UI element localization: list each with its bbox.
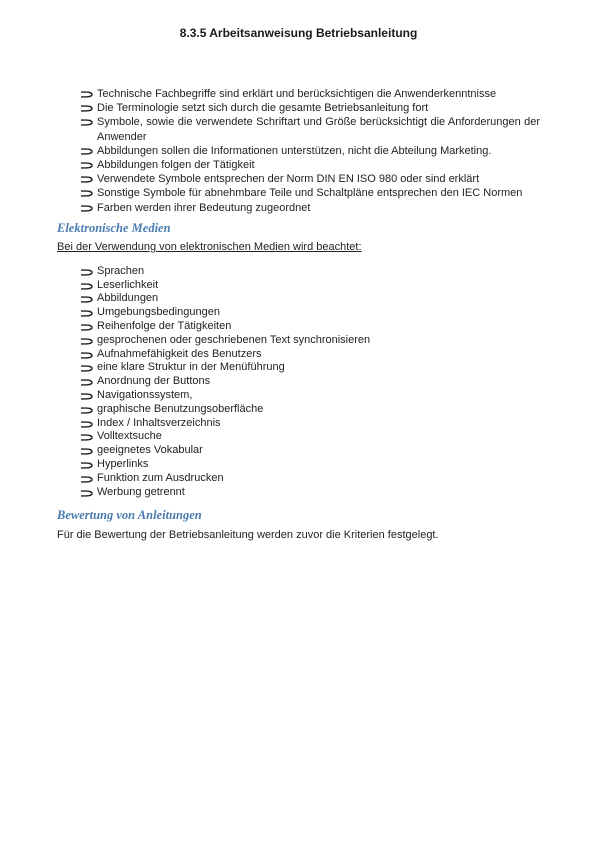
list-item [80,389,540,403]
ribbon-arrow-bullet-icon [80,174,93,185]
list-item [80,375,540,389]
list-item [80,186,540,200]
section-heading-evaluation: Bewertung von Anleitungen [57,508,202,523]
ribbon-arrow-bullet-icon [80,350,93,361]
electronic-media-intro: Bei der Verwendung von elektronischen Medien wird beachtet: [57,240,362,253]
ribbon-arrow-bullet-icon [80,460,93,471]
list-item-text: Volltextsuche [97,430,162,443]
electronic-media-list [57,265,540,500]
list-item-text: Technische Fachbegriffe sind erklärt und berücksichtigen die Anwenderkenntnisse [97,88,497,100]
list-item [80,472,540,486]
list-item [80,361,540,375]
list-item-text: Navigationssystem, [97,389,193,401]
list-item-text: Index / Inhaltsverzeichnis [97,416,221,429]
list-item-text: Sonstige Symbole für abnehmbare Teile und Schaltpläne entsprechen den IEC Normen [97,187,523,200]
ribbon-arrow-bullet-icon [80,377,93,388]
criteria-list [57,87,540,215]
ribbon-arrow-bullet-icon [80,363,93,374]
list-item-text: Werbung getrennt [97,485,185,498]
evaluation-body-text: Für die Bewertung der Betriebsanleitung werden zuvor die Kriterien festgelegt. [57,529,439,542]
ribbon-arrow-bullet-icon [80,160,93,171]
list-item-text: Symbole, sowie die verwendete Schriftart und Größe berücksichtigt die Anforderungen der Anwender [97,116,540,143]
ribbon-arrow-bullet-icon [80,405,93,416]
ribbon-arrow-bullet-icon [80,432,93,443]
list-item [80,486,540,500]
list-item [80,115,540,143]
list-item-text: Anordnung der Buttons [97,375,211,388]
list-item [80,403,540,417]
ribbon-arrow-bullet-icon [80,146,93,157]
list-item [80,201,540,215]
list-item-text: Funktion zum Ausdrucken [97,471,224,484]
list-item-text: Reihenfolge der Tätigkeiten [97,320,232,333]
list-item-text: Abbildungen folgen der Tätigkeit [97,159,255,172]
list-item-text: Sprachen [97,264,145,277]
list-item [80,348,540,362]
list-item-text: Umgebungsbedingungen [97,306,220,319]
list-item [80,87,540,101]
list-item [80,101,540,115]
ribbon-arrow-bullet-icon [80,488,93,499]
ribbon-arrow-bullet-icon [80,419,93,430]
list-item [80,172,540,186]
list-item [80,320,540,334]
ribbon-arrow-bullet-icon [80,294,93,305]
ribbon-arrow-bullet-icon [80,103,93,114]
ribbon-arrow-bullet-icon [80,267,93,278]
list-item-text: graphische Benutzungsoberfläche [97,402,264,415]
list-item-text: eine klare Struktur in der Menüführung [97,361,285,374]
list-item-text: Abbildungen [97,292,159,305]
list-item-text: geeignetes Vokabular [97,444,203,457]
ribbon-arrow-bullet-icon [80,188,93,199]
ribbon-arrow-bullet-icon [80,336,93,347]
ribbon-arrow-bullet-icon [80,322,93,333]
ribbon-arrow-bullet-icon [80,117,93,128]
ribbon-arrow-bullet-icon [80,203,93,214]
list-item [80,458,540,472]
list-item [80,144,540,158]
list-item [80,265,540,279]
list-item [80,292,540,306]
list-item [80,444,540,458]
ribbon-arrow-bullet-icon [80,391,93,402]
ribbon-arrow-bullet-icon [80,474,93,485]
section-heading-electronic-media: Elektronische Medien [57,220,171,235]
document-title: 8.3.5 Arbeitsanweisung Betriebsanleitung [179,26,418,40]
list-item-text: gesprochenen oder geschriebenen Text synchronisieren [97,333,371,346]
list-item-text: Verwendete Symbole entsprechen der Norm DIN EN ISO 980 oder sind erklärt [97,173,480,186]
list-item-text: Leserlichkeit [97,278,159,291]
list-item-text: Abbildungen sollen die Informationen unterstützen, nicht die Abteilung Marketing. [97,144,492,157]
list-item [80,306,540,320]
ribbon-arrow-bullet-icon [80,446,93,457]
ribbon-arrow-bullet-icon [80,308,93,319]
list-item [80,158,540,172]
list-item [80,334,540,348]
list-item [80,430,540,444]
ribbon-arrow-bullet-icon [80,281,93,292]
list-item-text: Hyperlinks [97,457,149,470]
ribbon-arrow-bullet-icon [80,89,93,100]
list-item [80,417,540,431]
list-item-text: Die Terminologie setzt sich durch die gesamte Betriebsanleitung fort [97,102,429,115]
list-item-text: Aufnahmefähigkeit des Benutzers [97,347,262,360]
list-item-text: Farben werden ihrer Bedeutung zugeordnet [97,201,311,214]
list-item [80,279,540,293]
